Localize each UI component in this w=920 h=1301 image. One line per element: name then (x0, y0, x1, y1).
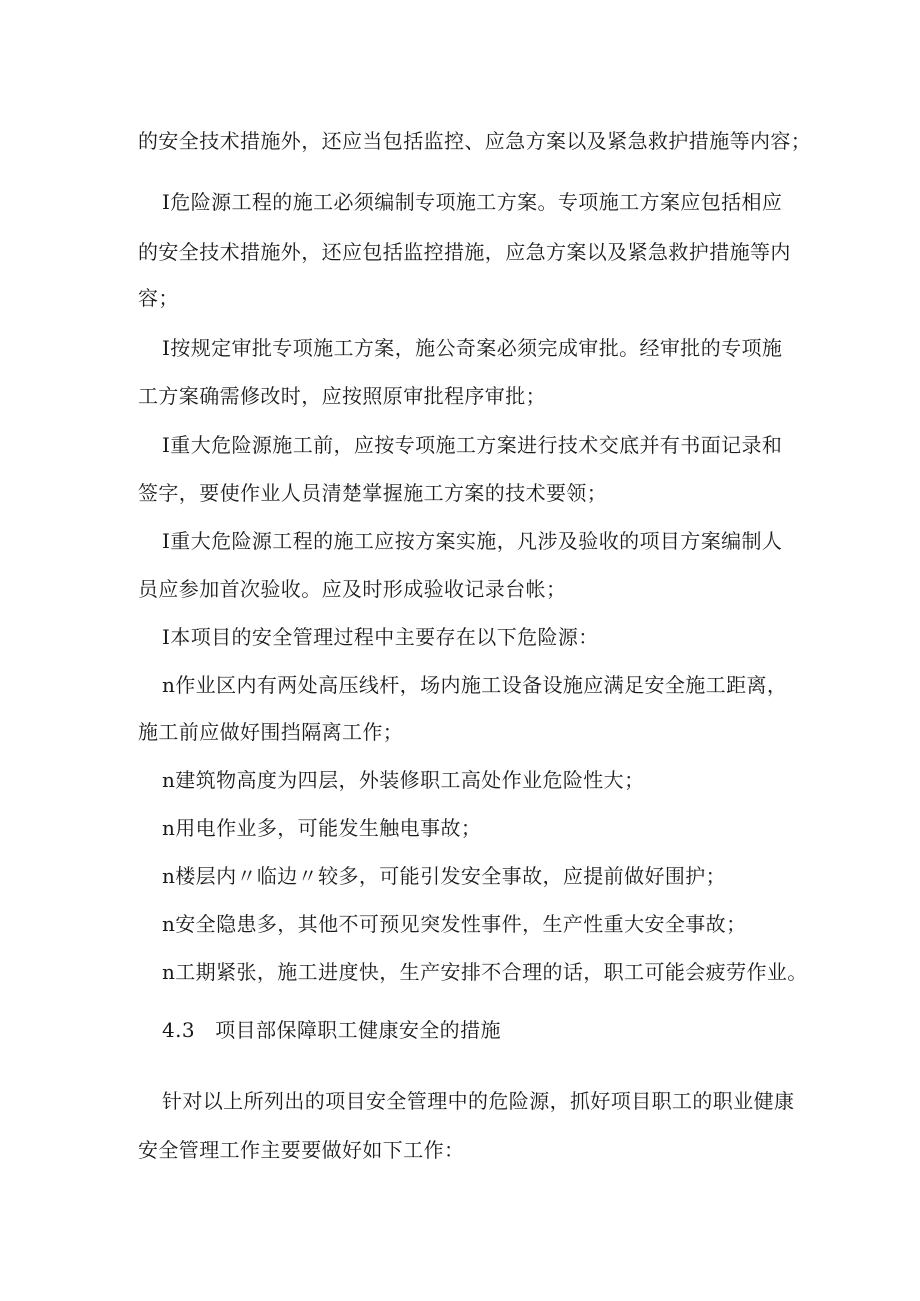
text-line: I重大危险源施工前，应按专项施工方案进行技术交底并有书面记录和 (162, 433, 783, 457)
text-line: 施工前应做好围挡隔离工作； (138, 720, 404, 744)
text-line: I本项目的安全管理过程中主要存在以下危险源： (162, 625, 599, 649)
text-line: n建筑物高度为四层，外装修职工高处作业危险性大； (162, 768, 645, 792)
text-line: 容； (138, 286, 179, 310)
text-line: n用电作业多，可能发生触电事故； (162, 816, 482, 840)
text-line: I按规定审批专项施工方案，施公奇案必须完成审批。经审批的专项施 (162, 336, 783, 360)
text-line: n作业区内有两处高压线杆，场内施工设备设施应满足安全施工距离， (162, 673, 788, 697)
text-line: 的安全技术措施外，还应包括监控措施，应急方案以及紧急救护措施等内 (138, 240, 791, 264)
text-line: I重大危险源工程的施工应按方案实施，凡涉及验收的项目方案编制人 (162, 529, 783, 553)
text-line: n安全隐患多，其他不可预见突发性事件，生产性重大安全事故； (162, 912, 747, 936)
text-line: 工方案确需修改时，应按照原审批程序审批； (138, 384, 546, 408)
text-line: 签字，要使作业人员清楚掌握施工方案的技术要领； (138, 481, 608, 505)
text-line: 员应参加首次验收。应及时形成验收记录台帐； (138, 577, 567, 601)
text-line: 的安全技术措施外，还应当包括监控、应急方案以及紧急救护措施等内容； (138, 129, 812, 153)
text-line: 针对以上所列出的项目安全管理中的危险源，抓好项目职工的职业健康 (162, 1089, 795, 1113)
text-line: I危险源工程的施工必须编制专项施工方案。专项施工方案应包括相应 (162, 190, 783, 214)
text-line: n楼层内〃临边〃较多，可能引发安全事故，应提前做好围护； (162, 864, 727, 888)
text-line: n工期紧张，施工进度快，生产安排不合理的话，职工可能会疲劳作业。 (162, 960, 808, 984)
section-heading: 4.3 项目部保障职工健康安全的措施 (162, 1018, 501, 1042)
text-line: 安全管理工作主要要做好如下工作： (138, 1138, 465, 1162)
